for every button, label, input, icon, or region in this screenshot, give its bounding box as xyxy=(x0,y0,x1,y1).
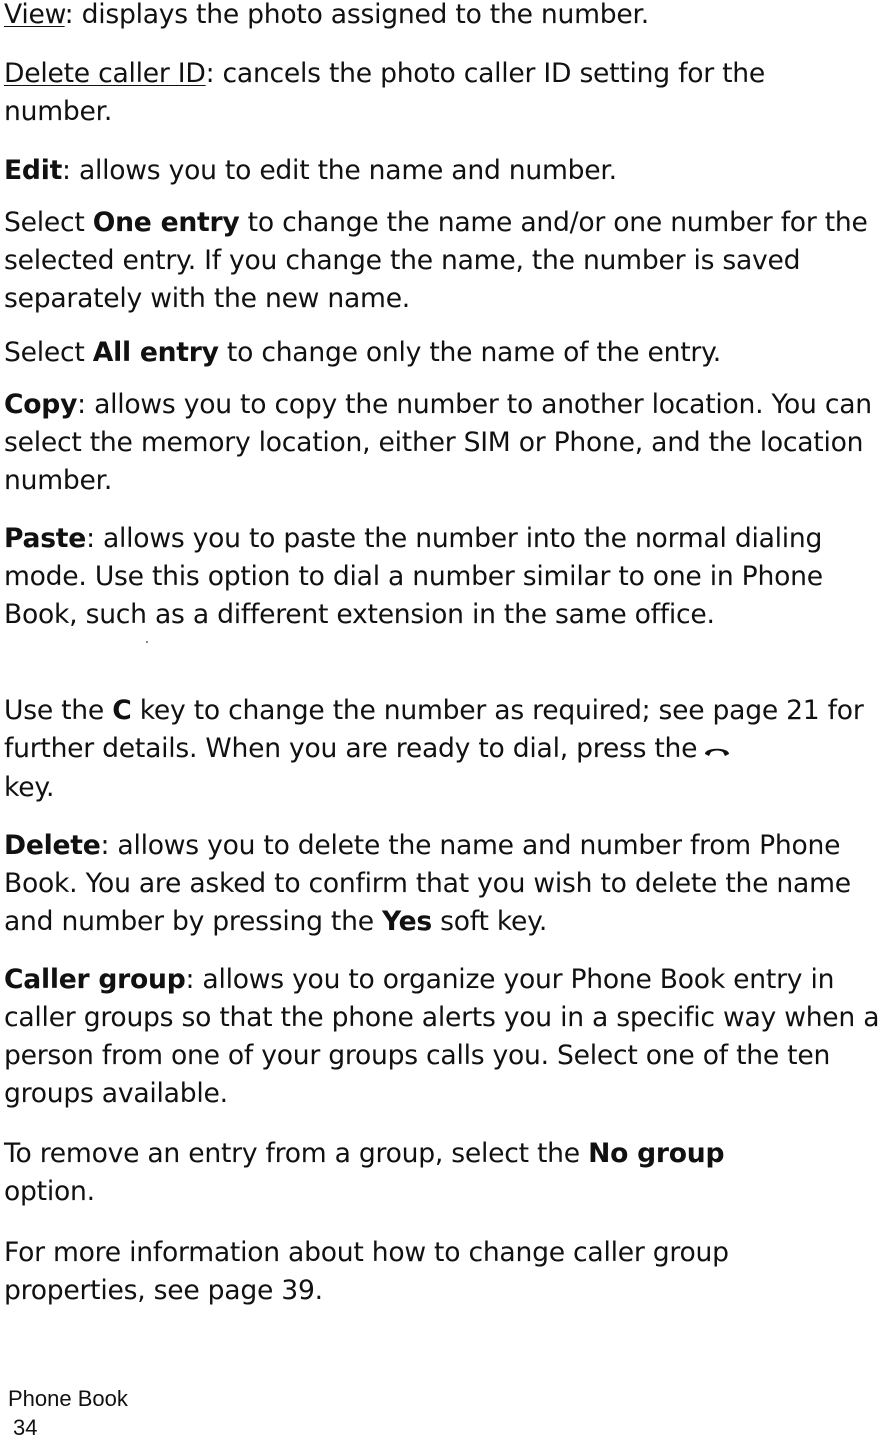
desc-view: : displays the photo assigned to the number. xyxy=(64,0,649,30)
desc-all-entry: to change only the name of the entry. xyxy=(218,337,721,368)
paragraph-c-key xyxy=(4,692,884,807)
all-entry-prefix: Select xyxy=(4,337,93,368)
paragraph-edit xyxy=(4,152,884,190)
remove-prefix: To remove an entry from a group, select the xyxy=(4,1138,589,1169)
paragraph-copy xyxy=(4,386,884,500)
desc-copy: : allows you to copy the number to another location. You can select the memory location, either SIM or Phone, and the location number. xyxy=(4,389,872,496)
term-yes: Yes xyxy=(382,906,432,937)
term-no-group: No group xyxy=(588,1138,725,1169)
desc-delete: : allows you to delete the name and number from Phone Book. You are asked to confirm that you wish to delete the name and number by pressing the xyxy=(4,830,851,937)
delete-suffix: soft key. xyxy=(431,906,548,937)
term-view: View xyxy=(4,0,65,30)
paragraph-paste xyxy=(4,520,864,634)
desc-delete-caller-id: : cancels the photo caller ID setting for the number. xyxy=(4,58,766,127)
paragraph-delete xyxy=(4,827,884,941)
paragraph-more-info xyxy=(4,1234,814,1310)
term-all-entry: All entry xyxy=(92,337,219,368)
paragraph-view xyxy=(4,0,884,34)
term-one-entry: One entry xyxy=(92,207,240,238)
term-delete: Delete xyxy=(4,830,101,861)
send-key-icon xyxy=(703,731,731,769)
desc-paste: : allows you to paste the number into the normal dialing mode. Use this option to dial a number similar to one in Phone Book, such as a different extension in the same office. xyxy=(4,523,823,630)
c-key-suffix: key. xyxy=(4,771,55,803)
desc-one-entry: to change the name and/or one number for the selected entry. If you change the name, the number is saved separately with the new name. xyxy=(4,207,868,314)
term-c-key: C xyxy=(112,695,132,726)
term-edit: Edit xyxy=(4,155,63,186)
term-copy: Copy xyxy=(4,389,78,420)
one-entry-prefix: Select xyxy=(4,207,93,238)
footer-section-title: Phone Book xyxy=(8,1386,128,1411)
paragraph-remove-entry xyxy=(4,1135,814,1211)
term-paste: Paste xyxy=(4,523,87,554)
paragraph-one-entry xyxy=(4,204,884,318)
desc-caller-group: : allows you to organize your Phone Book entry in caller groups so that the phone alerts you in a specific way when a person from one of your groups calls you. Select one of the ten groups available. xyxy=(4,964,880,1109)
desc-edit: : allows you to edit the name and number. xyxy=(62,155,617,186)
desc-c-key: key to change the number as required; see page 21 for further details. When you are ready to dial, press the xyxy=(4,695,864,764)
term-delete-caller-id: Delete caller ID xyxy=(4,58,206,89)
c-key-prefix: Use the xyxy=(4,695,113,726)
scan-speck xyxy=(146,641,148,643)
footer-page-number: 34 xyxy=(13,1415,38,1440)
paragraph-delete-caller-id xyxy=(4,55,864,131)
desc-more-info: For more information about how to change caller group properties, see page 39. xyxy=(4,1237,729,1306)
paragraph-caller-group xyxy=(4,961,884,1113)
remove-suffix: option. xyxy=(4,1176,95,1207)
paragraph-all-entry xyxy=(4,334,884,372)
term-caller-group: Caller group xyxy=(4,964,186,995)
